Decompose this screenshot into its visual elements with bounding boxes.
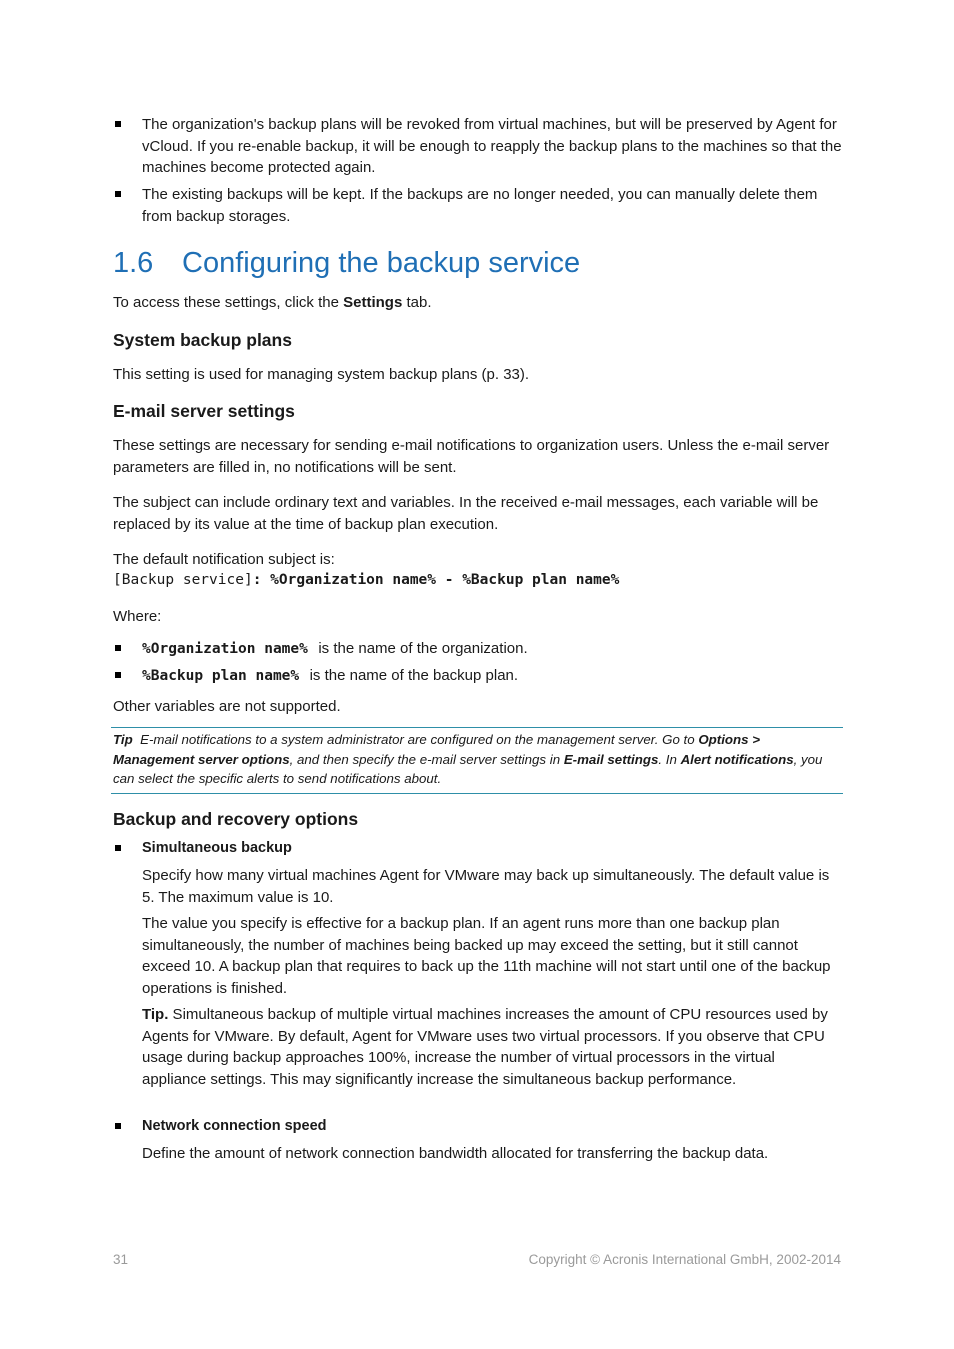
where-label: Where: xyxy=(113,608,162,625)
tip-box xyxy=(113,730,841,789)
tip-label: Tip xyxy=(113,732,133,747)
tip-text: E-mail notifications to a system administrator are configured on the management server. Go to xyxy=(140,732,699,747)
system-plans-text: This setting is used for managing system backup plans (p. 33). xyxy=(113,366,530,383)
simultaneous-backup-tip xyxy=(142,1004,842,1090)
default-subject xyxy=(113,571,619,589)
tip-text: Simultaneous backup of multiple virtual machines increases the amount of CPU resources used by Agents for VMware. By default, Agent for VMware uses two virtual processors. If you observe that CPU usage during backup approaches 100%, increase the number of virtual processors in the virtual appliance settings. This may significantly increase the simultaneous backup performance. xyxy=(142,1006,828,1088)
variable-item xyxy=(142,665,518,687)
email-paragraph-3: The default notification subject is: xyxy=(113,551,335,568)
simultaneous-backup-title: Simultaneous backup xyxy=(142,840,292,856)
bullet-marker xyxy=(115,1123,121,1129)
settings-tab-name: Settings xyxy=(343,294,403,311)
tip-alert-notifications: Alert notifications xyxy=(680,751,794,767)
bullet-marker xyxy=(115,191,121,197)
tip-bottom-rule xyxy=(111,793,843,794)
section-number: 1.6 xyxy=(113,247,154,279)
bullet-marker xyxy=(115,645,121,651)
backup-options-heading: Backup and recovery options xyxy=(113,809,359,829)
other-variables-note: Other variables are not supported. xyxy=(113,698,341,715)
intro-text: To access these settings, click the xyxy=(113,294,344,311)
bullet-text: The organization's backup plans will be revoked from virtual machines, but will be preserved by Agent for vCloud. If you re-enable backup, it will be enough to reapply the backup plans to the machines so that the machines become protected again. xyxy=(142,116,842,176)
system-plans-heading: System backup plans xyxy=(113,330,292,350)
copyright: Copyright © Acronis International GmbH, 2002-2014 xyxy=(528,1252,841,1267)
email-paragraph-1: These settings are necessary for sending e-mail notifications to organization users. Unless the e-mail server parameters are filled in, no notifications will be sent. xyxy=(113,437,830,476)
tip-text: , you can select the specific alerts to send notifications about. xyxy=(113,751,823,786)
network-speed-title: Network connection speed xyxy=(142,1118,327,1134)
bullet-text: The existing backups will be kept. If the backups are no longer needed, you can manually delete them from backup storages. xyxy=(142,186,818,225)
page-number: 31 xyxy=(113,1252,129,1267)
variable-item xyxy=(142,638,528,660)
variable-description: is the name of the backup plan. xyxy=(309,667,519,684)
tip-top-rule xyxy=(111,727,843,728)
email-heading: E-mail server settings xyxy=(113,401,295,421)
bullet-marker xyxy=(115,121,121,127)
intro-paragraph xyxy=(113,292,843,314)
email-paragraph-2: The subject can include ordinary text and variables. In the received e-mail messages, each variable will be replaced by its value at the time of backup plan execution. xyxy=(113,494,819,533)
section-title: Configuring the backup service xyxy=(182,247,581,279)
network-speed-p1: Define the amount of network connection bandwidth allocated for transferring the backup data. xyxy=(142,1145,769,1162)
intro-text-end: tab. xyxy=(402,294,432,311)
variable-name: %Organization name% xyxy=(142,641,308,657)
tip-text: . In xyxy=(658,751,681,767)
tip-menu-path: Options > Management server options xyxy=(113,732,761,767)
tip-email-settings: E-mail settings xyxy=(563,751,659,767)
subject-plain: [Backup service] xyxy=(113,572,253,588)
bullet-marker xyxy=(115,845,121,851)
simultaneous-backup-p1: Specify how many virtual machines Agent for VMware may back up simultaneously. The default value is 5. The maximum value is 10. xyxy=(142,867,830,906)
tip-label: Tip. xyxy=(142,1006,169,1023)
simultaneous-backup-p2: The value you specify is effective for a backup plan. If an agent runs more than one backup plan simultaneously, the number of machines being backed up may exceed the setting, but it still cannot exceed 10. A backup plan that requires to back up the 11th machine will not start until one of the backup operations is finished. xyxy=(142,915,831,997)
variable-name: %Backup plan name% xyxy=(142,668,300,684)
subject-variables: : %Organization name% - %Backup plan name% xyxy=(252,572,620,588)
tip-text: , and then specify the e-mail server settings in xyxy=(289,751,564,767)
bullet-marker xyxy=(115,672,121,678)
variable-description: is the name of the organization. xyxy=(318,640,528,657)
